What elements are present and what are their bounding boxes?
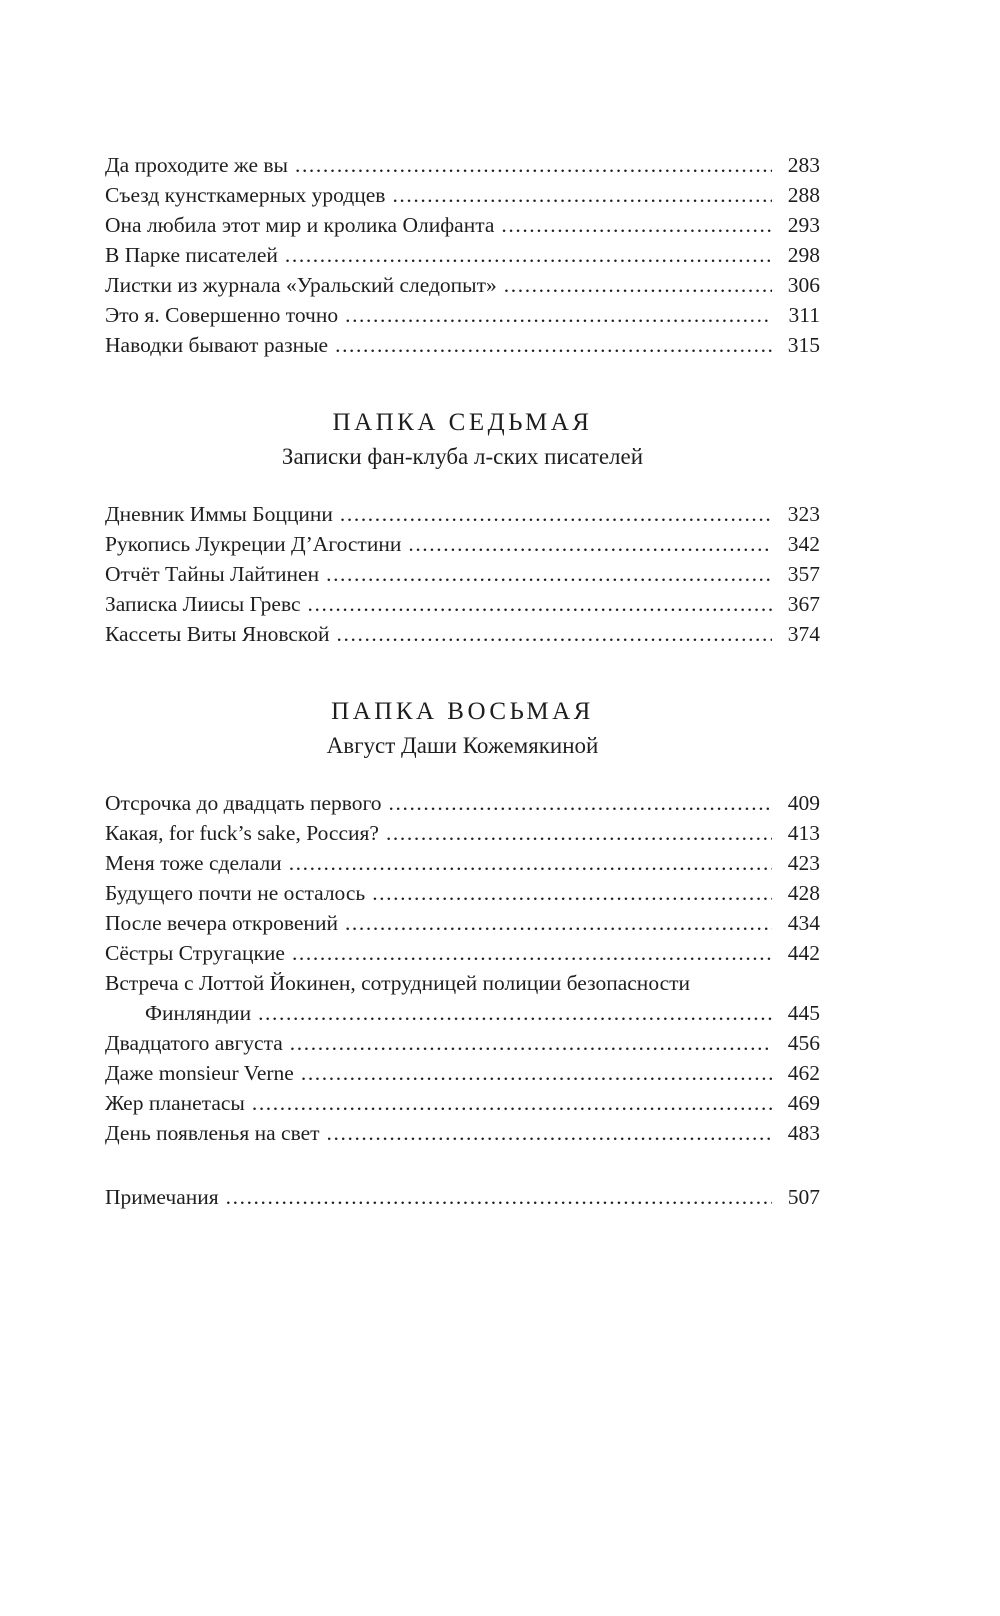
toc-entry-page-number: 483	[787, 1121, 820, 1145]
section-subtitle: Август Даши Кожемякиной	[326, 733, 599, 758]
dot-leader	[308, 589, 772, 619]
toc-entry-title: Жер планетасы	[105, 1091, 245, 1115]
toc-entry-page-number: 413	[787, 821, 820, 845]
toc-entry-page-number: 283	[787, 153, 820, 177]
toc-entry-page-number: 374	[787, 622, 820, 646]
toc-entry-row	[105, 619, 820, 649]
toc-entry-title: После вечера откровений	[105, 911, 338, 935]
dot-leader	[345, 300, 772, 330]
section-heading: ПАПКА ВОСЬМАЯ	[331, 698, 594, 725]
toc-entry	[105, 529, 820, 559]
toc-entry-title-line1: Встреча с Лоттой Йокинен, сотрудницей полиции безопасности	[105, 971, 691, 995]
toc-entry-row	[105, 818, 820, 848]
toc-section	[105, 406, 820, 649]
dot-leader	[504, 270, 772, 300]
toc-entry	[105, 330, 820, 360]
toc-entry-title: Примечания	[105, 1185, 219, 1209]
toc-entry-page-number: 315	[787, 333, 820, 357]
toc-section	[105, 150, 820, 360]
toc-entry	[105, 270, 820, 300]
toc-entry-page-number: 306	[787, 273, 820, 297]
toc-entry-title: Даже monsieur Verne	[105, 1061, 294, 1085]
toc-entry-page-number: 462	[787, 1061, 820, 1085]
toc-entry-row	[105, 938, 820, 968]
toc-entry-page-number: 409	[787, 791, 820, 815]
toc-entry-row	[105, 270, 820, 300]
toc-entry-title: Меня тоже сделали	[105, 851, 282, 875]
toc-entry-page-number: 423	[787, 851, 820, 875]
toc-entry-page-number: 442	[787, 941, 820, 965]
toc-entry-title: Рукопись Лукреции Д’Агостини	[105, 532, 402, 556]
toc-entry	[105, 968, 820, 1028]
toc-entry-row	[105, 180, 820, 210]
toc-entry	[105, 1182, 820, 1212]
toc-entry-title: Да проходите же вы	[105, 153, 288, 177]
section-subtitle: Записки фан-клуба л-ских писателей	[281, 444, 644, 469]
toc-section	[105, 1182, 820, 1212]
toc-entry-row	[105, 908, 820, 938]
toc-entry-title: Кассеты Виты Яновской	[105, 622, 330, 646]
toc-entry-row	[105, 878, 820, 908]
toc-entry-row	[105, 330, 820, 360]
toc-entry	[105, 499, 820, 529]
dot-leader	[226, 1182, 772, 1212]
toc-entry-page-number: 342	[787, 532, 820, 556]
toc-entry-row	[105, 240, 820, 270]
dot-leader	[340, 499, 772, 529]
dot-leader	[295, 150, 772, 180]
toc-entry-page-number: 298	[787, 243, 820, 267]
toc-entry	[105, 559, 820, 589]
toc-entry-row	[105, 848, 820, 878]
toc-entry-page-number: 507	[787, 1185, 820, 1209]
toc-entry-page-number: 428	[787, 881, 820, 905]
dot-leader	[345, 908, 772, 938]
toc-entry	[105, 938, 820, 968]
toc-entry	[105, 848, 820, 878]
toc-entry-page-number: 434	[787, 911, 820, 935]
toc-entry-title: Отчёт Тайны Лайтинен	[105, 562, 320, 586]
toc-entry-title: Двадцатого августа	[105, 1031, 283, 1055]
toc-entry-title: Сёстры Стругацкие	[105, 941, 285, 965]
toc-entry	[105, 1028, 820, 1058]
toc-entry-row	[105, 1118, 820, 1148]
toc-entry	[105, 210, 820, 240]
toc-entry-page-number: 311	[788, 303, 820, 327]
toc-entry	[105, 619, 820, 649]
dot-leader	[408, 529, 772, 559]
dot-leader	[389, 788, 772, 818]
toc-entry-row	[105, 499, 820, 529]
toc-entry-title: День появленья на свет	[105, 1121, 320, 1145]
dot-leader	[301, 1058, 772, 1088]
dot-leader	[289, 848, 772, 878]
toc-entry-row	[105, 529, 820, 559]
toc-entry	[105, 1118, 820, 1148]
dot-leader	[372, 878, 772, 908]
toc-entry-title: Листки из журнала «Уральский следопыт»	[105, 273, 497, 297]
toc-entry-page-number: 323	[787, 502, 820, 526]
toc-entry-title: Какая, for fuck’s sake, Россия?	[105, 821, 379, 845]
dot-leader	[258, 998, 772, 1028]
toc-entry-page-number: 357	[787, 562, 820, 586]
toc-entry-title: Будущего почти не осталось	[105, 881, 366, 905]
toc-entry-title: Она любила этот мир и кролика Олифанта	[105, 213, 495, 237]
toc-entry-row	[105, 1182, 820, 1212]
toc-entry-title: Отсрочка до двадцать первого	[105, 791, 382, 815]
dot-leader	[392, 180, 772, 210]
toc-entry-row	[105, 150, 820, 180]
dot-leader	[337, 619, 772, 649]
toc-entry	[105, 1088, 820, 1118]
toc-entry-title: В Парке писателей	[105, 243, 278, 267]
dot-leader	[327, 1118, 772, 1148]
toc-entry-title: Это я. Совершенно точно	[105, 303, 339, 327]
dot-leader	[285, 240, 772, 270]
toc-entry-row	[105, 788, 820, 818]
toc-entry-page-number: 469	[787, 1091, 820, 1115]
toc-entry	[105, 150, 820, 180]
toc-entry	[105, 300, 820, 330]
dot-leader	[501, 210, 772, 240]
toc-entry	[105, 908, 820, 938]
dot-leader	[292, 938, 772, 968]
section-heading: ПАПКА СЕДЬМАЯ	[332, 409, 593, 436]
toc-entry-row	[105, 210, 820, 240]
toc-entry	[105, 788, 820, 818]
toc-entry-page-number: 293	[787, 213, 820, 237]
dot-leader	[290, 1028, 772, 1058]
toc-entry	[105, 180, 820, 210]
toc-entry-row	[105, 589, 820, 619]
toc-entry	[105, 240, 820, 270]
toc-entry-title: Съезд кунсткамерных уродцев	[105, 183, 386, 207]
toc-entry-page-number: 456	[787, 1031, 820, 1055]
dot-leader	[326, 559, 772, 589]
toc-entry-page-number: 445	[787, 1001, 820, 1025]
toc-entry-row	[105, 1028, 820, 1058]
toc-entry-page-number: 288	[787, 183, 820, 207]
toc-entry-row	[105, 1088, 820, 1118]
toc-entry-row	[105, 998, 820, 1028]
toc-entry-title: Финляндии	[145, 1001, 252, 1025]
toc-entry-row	[105, 559, 820, 589]
toc-entry	[105, 878, 820, 908]
toc-entry	[105, 818, 820, 848]
toc-entry	[105, 1058, 820, 1088]
dot-leader	[252, 1088, 772, 1118]
toc-entry	[105, 589, 820, 619]
table-of-contents	[105, 150, 820, 1212]
toc-entry-row	[105, 300, 820, 330]
toc-section	[105, 695, 820, 1148]
dot-leader	[386, 818, 772, 848]
dot-leader	[335, 330, 772, 360]
toc-entry-row	[105, 1058, 820, 1088]
toc-entry-page-number: 367	[787, 592, 820, 616]
toc-entry-title: Наводки бывают разные	[105, 333, 329, 357]
toc-entry-title: Дневник Иммы Боццини	[105, 502, 333, 526]
toc-entry-title: Записка Лиисы Гревс	[105, 592, 301, 616]
